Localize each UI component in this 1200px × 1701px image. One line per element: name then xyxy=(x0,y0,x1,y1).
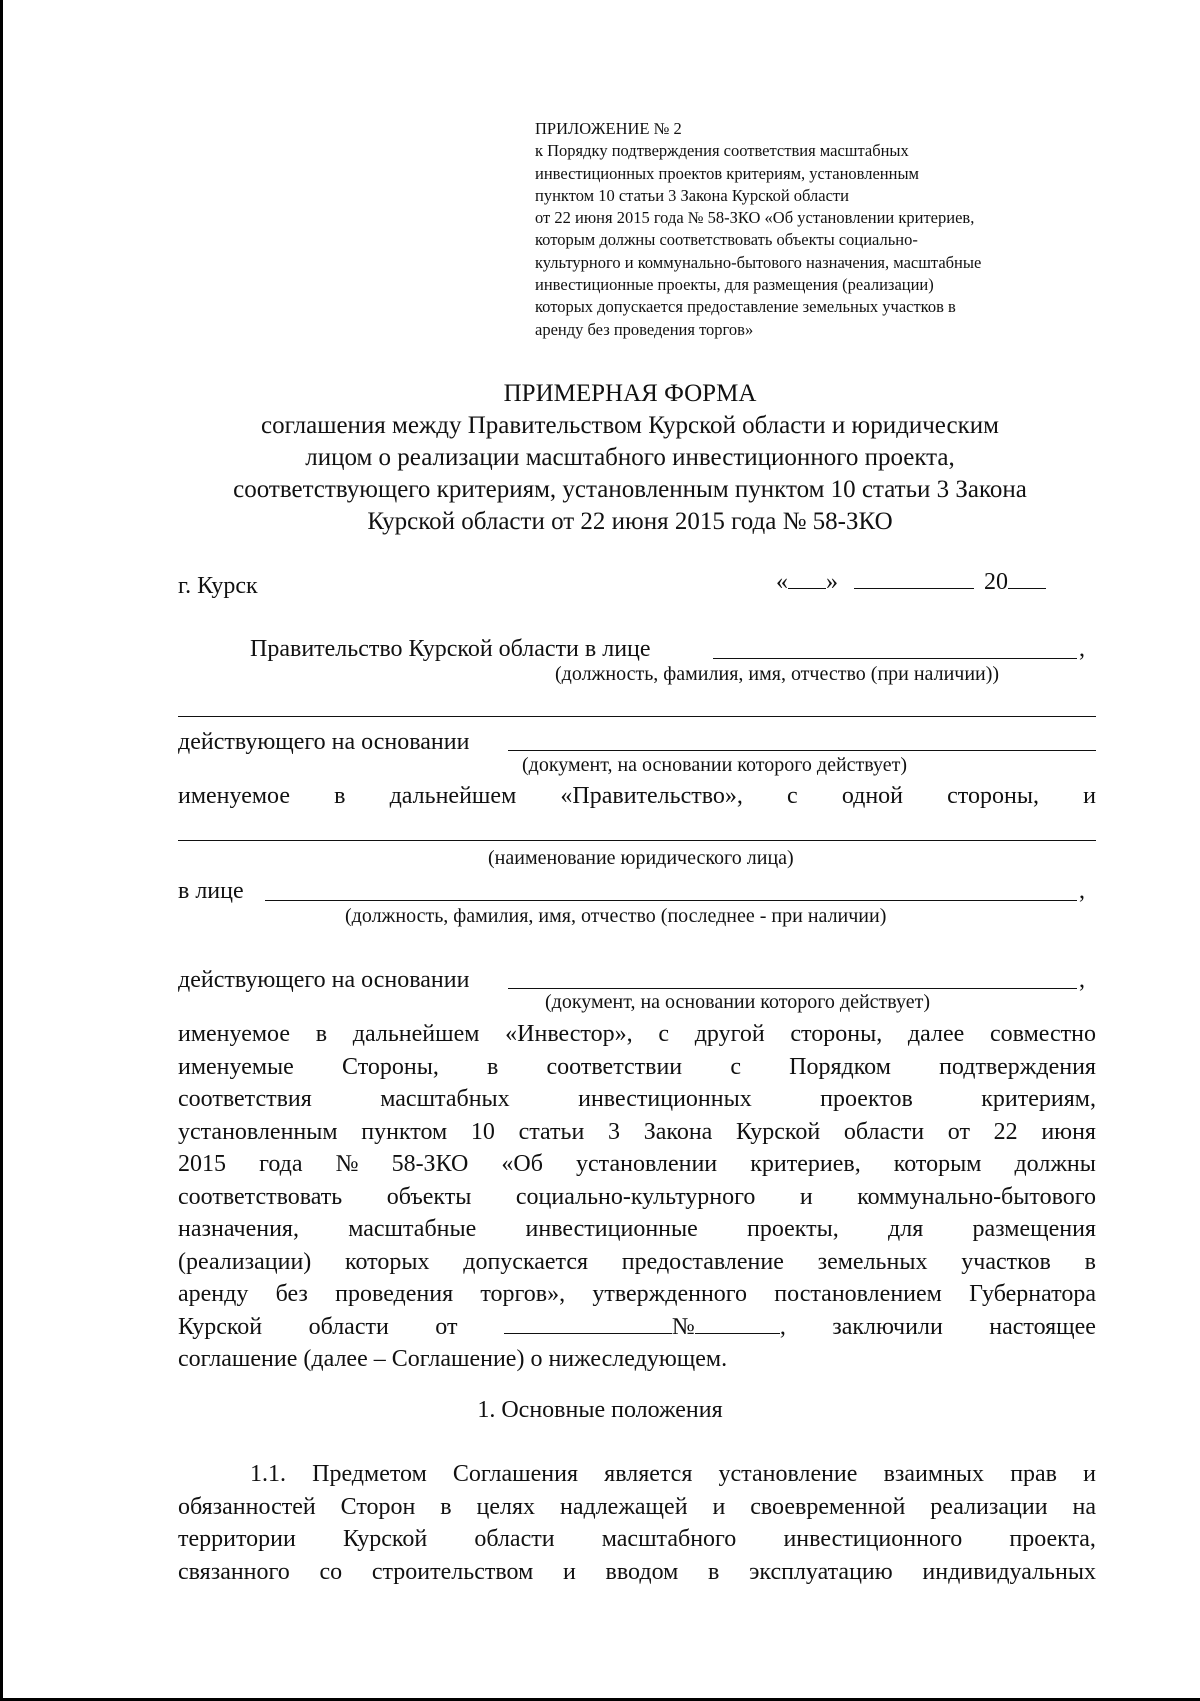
word: взаимных xyxy=(883,1461,985,1487)
word: 10 xyxy=(470,1118,495,1145)
appendix-line: которых допускается предоставление земельных участков в xyxy=(535,297,956,317)
in-person-label: в лице xyxy=(178,878,244,904)
title-line: соответствующего критериям, установленным пунктом 10 статьи 3 Закона xyxy=(233,476,1027,503)
preamble-line xyxy=(178,1018,1096,1051)
preamble-line-decree xyxy=(178,1311,1096,1344)
word: утвержденного xyxy=(592,1281,748,1307)
word: Курской xyxy=(736,1118,821,1145)
word: индивидуальных xyxy=(922,1558,1096,1585)
appendix-line: аренду без проведения торгов» xyxy=(535,319,754,339)
word: должны xyxy=(1014,1151,1096,1177)
word: установленным xyxy=(178,1118,338,1145)
word: именуемое xyxy=(178,1021,290,1047)
paragraph-line xyxy=(178,1523,1096,1556)
word: далее xyxy=(907,1021,965,1047)
caption-document-2: (документ, на основании которого действует) xyxy=(545,991,931,1013)
preamble-line xyxy=(178,1278,1096,1311)
word: именуемые xyxy=(178,1053,294,1080)
word: проведения xyxy=(335,1281,454,1307)
word: (реализации) xyxy=(178,1248,312,1275)
word: со xyxy=(319,1558,343,1585)
word: дальнейшем xyxy=(352,1021,480,1047)
word: критериям, xyxy=(981,1086,1096,1112)
preamble-line xyxy=(178,1051,1096,1084)
word: вводом xyxy=(605,1558,679,1585)
word: установлении xyxy=(576,1151,718,1177)
word: стороны, xyxy=(790,1021,883,1047)
word: в xyxy=(487,1053,499,1080)
word: и xyxy=(712,1493,726,1520)
word: от xyxy=(435,1313,458,1340)
word: надлежащей xyxy=(559,1493,688,1520)
preamble-paragraph xyxy=(178,1018,1096,1376)
word: в xyxy=(315,1021,328,1047)
word: с xyxy=(787,783,798,809)
word: связанного xyxy=(178,1558,290,1585)
gov-comma: , xyxy=(1079,636,1085,662)
word: в xyxy=(708,1558,720,1585)
date-year-prefix: 20 xyxy=(984,569,1008,595)
preamble-line xyxy=(178,1148,1096,1181)
word: 2015 xyxy=(178,1151,226,1177)
acting-basis-label: действующего на основании xyxy=(178,729,470,755)
decree-date-blank[interactable] xyxy=(504,1311,672,1334)
word: постановлением xyxy=(774,1281,942,1307)
word: масштабных xyxy=(380,1086,510,1112)
preamble-line xyxy=(178,1246,1096,1279)
word: прав xyxy=(1010,1461,1058,1487)
word: соответствовать xyxy=(178,1183,343,1210)
word: Соглашения xyxy=(452,1461,579,1487)
appendix-line: которым должны соответствовать объекты социально- xyxy=(535,230,918,250)
word: проекта, xyxy=(1009,1526,1096,1552)
date-field xyxy=(776,566,1046,596)
word: «Об xyxy=(501,1151,543,1177)
document-title xyxy=(170,378,1090,538)
word: участков xyxy=(961,1248,1051,1275)
title-line: соглашения между Правительством Курской области и юридическим xyxy=(261,412,999,439)
word: Стороны, xyxy=(342,1053,439,1080)
word: реализации xyxy=(930,1493,1048,1520)
word: критериев, xyxy=(750,1151,861,1177)
word: назначения, xyxy=(178,1216,299,1242)
word: допускается xyxy=(463,1248,589,1275)
word: проектов xyxy=(820,1086,913,1112)
caption-person: (должность, фамилия, имя, отчество (при наличии)) xyxy=(555,663,1000,685)
word: аренду xyxy=(178,1281,249,1307)
word: подтверждения xyxy=(939,1053,1096,1080)
word: является xyxy=(604,1461,693,1487)
preamble-line xyxy=(178,1213,1096,1246)
word: и xyxy=(562,1558,576,1585)
acting-basis-comma: , xyxy=(1079,967,1085,993)
gov-person-blank-2[interactable] xyxy=(178,716,1096,717)
word: 58-ЗКО xyxy=(391,1151,469,1177)
gov-intro: Правительство Курской области в лице xyxy=(250,636,651,662)
word: области xyxy=(843,1118,925,1145)
appendix-line: инвестиционные проекты, для размещения (реализации) xyxy=(535,275,934,295)
word: торгов», xyxy=(480,1281,566,1307)
word: проекты, xyxy=(747,1216,839,1242)
word: Курской xyxy=(343,1526,428,1552)
word: июня xyxy=(1041,1118,1096,1145)
caption-legal-entity: (наименование юридического лица) xyxy=(488,847,794,869)
word: размещения xyxy=(972,1216,1096,1242)
word: совместно xyxy=(990,1021,1096,1047)
word: инвестиционных xyxy=(578,1086,752,1112)
word: на xyxy=(1072,1493,1096,1520)
caption-document: (документ, на основании которого действует) xyxy=(522,754,908,776)
word: территории xyxy=(178,1526,296,1552)
investor-person-blank[interactable] xyxy=(265,900,1077,901)
word: Курской xyxy=(178,1313,263,1340)
word: и xyxy=(1083,1461,1096,1487)
word: которым xyxy=(893,1151,982,1177)
word: целях xyxy=(476,1493,536,1520)
word: пунктом xyxy=(361,1118,448,1145)
word: обязанностей xyxy=(178,1493,316,1520)
word: для xyxy=(888,1216,924,1242)
word: своевременной xyxy=(750,1493,906,1520)
word: социально-культурного xyxy=(515,1183,756,1210)
word: стороны, xyxy=(947,783,1039,809)
acting-basis-blank-2[interactable] xyxy=(508,988,1077,989)
word: Порядком xyxy=(789,1053,891,1080)
word: Предметом xyxy=(312,1461,427,1487)
paragraph-1-1 xyxy=(178,1458,1096,1588)
appendix-line: от 22 июня 2015 года № 58-ЗКО «Об установлении критериев, xyxy=(535,208,975,228)
word: эксплуатацию xyxy=(749,1558,893,1585)
gov-person-blank[interactable] xyxy=(713,658,1077,659)
title-heading: ПРИМЕРНАЯ ФОРМА xyxy=(503,380,757,407)
word: в xyxy=(1084,1248,1096,1275)
word: в xyxy=(440,1493,452,1520)
date-year-blank[interactable] xyxy=(1008,566,1046,589)
word: от xyxy=(947,1118,970,1145)
word: «Инвестор», xyxy=(505,1021,633,1047)
word: соответствия xyxy=(178,1086,312,1112)
preamble-line xyxy=(178,1181,1096,1214)
decree-comma: , xyxy=(779,1313,786,1340)
decree-number-blank[interactable] xyxy=(695,1311,780,1334)
word: коммунально-бытового xyxy=(857,1183,1096,1210)
title-line: лицом о реализации масштабного инвестиционного проекта, xyxy=(305,444,955,471)
word: 3 xyxy=(608,1118,621,1145)
date-month-blank[interactable] xyxy=(854,566,974,589)
word: дальнейшем xyxy=(389,783,517,809)
appendix-line: культурного и коммунально-бытового назначения, масштабные xyxy=(535,252,982,272)
word: области xyxy=(474,1526,555,1552)
appendix-header xyxy=(535,118,1095,341)
title-line: Курской области от 22 июня 2015 года № 58-ЗКО xyxy=(367,508,893,535)
date-close-quote: » xyxy=(826,569,838,595)
acting-basis-label-2: действующего на основании xyxy=(178,967,470,993)
word: объекты xyxy=(386,1183,472,1210)
word: области xyxy=(308,1313,389,1340)
word: инвестиционного xyxy=(783,1526,963,1552)
word: 22 xyxy=(993,1118,1018,1145)
word: заключили xyxy=(832,1313,943,1340)
word: установление xyxy=(718,1461,858,1487)
investor-comma: , xyxy=(1079,878,1085,904)
preamble-line xyxy=(178,1116,1096,1149)
word: строительством xyxy=(371,1558,534,1585)
word: Сторон xyxy=(340,1493,416,1520)
word: которых xyxy=(345,1248,430,1275)
appendix-line: пунктом 10 статьи 3 Закона Курской области xyxy=(535,185,849,205)
preamble-line xyxy=(178,1083,1096,1116)
word: масштабные xyxy=(348,1216,477,1242)
paragraph-line xyxy=(178,1556,1096,1589)
preamble-last-line: соглашение (далее – Соглашение) о нижеследующем. xyxy=(178,1346,728,1372)
title-subtitle xyxy=(170,410,1090,538)
word: без xyxy=(275,1281,308,1307)
word: и xyxy=(799,1183,813,1210)
word: с xyxy=(658,1021,669,1047)
word: земельных xyxy=(817,1248,928,1275)
word: инвестиционные xyxy=(525,1216,698,1242)
place-label: г. Курск xyxy=(178,573,258,599)
word: № xyxy=(335,1151,359,1177)
word: соответствии xyxy=(546,1053,683,1080)
date-day-blank[interactable] xyxy=(788,566,826,589)
date-open-quote: « xyxy=(776,569,788,595)
caption-person-last: (должность, фамилия, имя, отчество (последнее - при наличии) xyxy=(345,905,887,927)
word: «Правительство», xyxy=(560,783,743,809)
word: года xyxy=(259,1151,303,1177)
word: 1.1. xyxy=(250,1461,286,1487)
paragraph-line xyxy=(178,1458,1096,1491)
word: настоящее xyxy=(989,1313,1096,1340)
word: Губернатора xyxy=(969,1281,1096,1307)
word: масштабного xyxy=(601,1526,737,1552)
named-government-line xyxy=(178,780,1096,813)
word: предоставление xyxy=(621,1248,784,1275)
word: и xyxy=(1083,783,1096,809)
paragraph-line xyxy=(178,1491,1096,1524)
word: одной xyxy=(841,783,904,809)
decree-date-number xyxy=(504,1311,786,1344)
word: в xyxy=(334,783,346,809)
section-1-heading: 1. Основные положения xyxy=(477,1397,723,1423)
word: с xyxy=(730,1053,741,1080)
named-gov-row xyxy=(178,780,1096,813)
appendix-line: инвестиционных проектов критериям, установленным xyxy=(535,163,919,183)
acting-basis-blank[interactable] xyxy=(508,750,1096,751)
word: Закона xyxy=(643,1118,713,1145)
appendix-line: к Порядку подтверждения соответствия масштабных xyxy=(535,141,909,161)
decree-number-sign: № xyxy=(671,1313,695,1340)
word: статьи xyxy=(518,1118,585,1145)
appendix-line: ПРИЛОЖЕНИЕ № 2 xyxy=(535,119,682,138)
legal-entity-blank[interactable] xyxy=(178,840,1096,841)
scan-edge-left xyxy=(0,0,3,1701)
word: другой xyxy=(694,1021,765,1047)
word: именуемое xyxy=(178,783,290,809)
